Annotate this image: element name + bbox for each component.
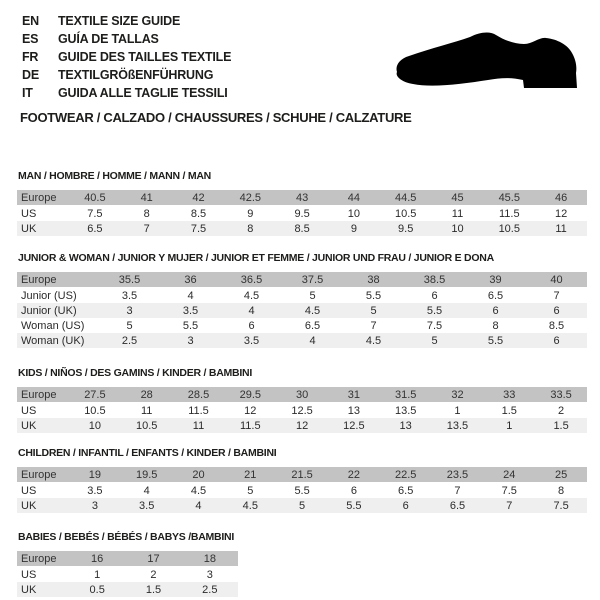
size-value: 3.5: [160, 303, 221, 318]
size-value: 9.5: [294, 207, 310, 220]
size-value: 17: [125, 551, 181, 567]
size-table-kids: [17, 387, 587, 433]
row-label: Woman (UK): [17, 333, 99, 348]
size-value: 42: [173, 190, 225, 206]
section-title: KIDS / NIÑOS / DES GAMINS / KINDER / BAMBINI: [18, 367, 253, 379]
size-value: 45.5: [483, 190, 535, 206]
row-label: US: [21, 484, 37, 497]
size-value: 24: [483, 467, 535, 483]
size-value: 19.5: [121, 467, 173, 483]
size-value: 5.5: [294, 484, 310, 497]
size-value: 4.5: [282, 303, 343, 318]
size-value: 7.5: [501, 484, 517, 497]
size-section-babies: [17, 531, 587, 597]
table-header-row: [17, 551, 238, 567]
size-value: 43: [276, 190, 328, 206]
size-value: 6: [248, 319, 255, 332]
table-header-row: [17, 467, 587, 483]
size-value: 6.5: [432, 498, 484, 513]
table-row: [17, 288, 587, 304]
row-label: Junior (UK): [17, 303, 99, 318]
size-value: 4: [143, 484, 150, 497]
size-value: 30: [276, 387, 328, 403]
row-label: UK: [17, 221, 69, 236]
size-value: 4: [187, 289, 194, 302]
size-value: 40.5: [69, 190, 121, 206]
size-table-children: [17, 467, 587, 513]
size-value: 3.5: [121, 498, 173, 513]
size-section-man: [17, 170, 587, 236]
size-value: 10: [347, 207, 360, 220]
size-value: 13: [347, 404, 360, 417]
language-list: [22, 12, 231, 102]
size-value: 38: [343, 272, 404, 288]
size-value: 4: [173, 498, 225, 513]
size-value: 8.5: [190, 207, 207, 220]
language-row: [22, 12, 231, 30]
size-value: 36: [160, 272, 221, 288]
table-row: [17, 582, 238, 597]
row-label: Woman (US): [21, 319, 85, 332]
size-value: 32: [432, 387, 484, 403]
size-value: 8: [143, 207, 150, 220]
size-value: 2.5: [99, 333, 160, 348]
size-value: 7: [454, 484, 461, 497]
size-value: 5.5: [182, 319, 199, 332]
size-value: 6.5: [304, 319, 321, 332]
size-value: 4.5: [243, 289, 260, 302]
size-value: 11: [140, 404, 153, 417]
size-value: 22: [328, 467, 380, 483]
size-value: 1: [454, 404, 461, 417]
size-value: 39: [465, 272, 526, 288]
size-value: 6: [465, 303, 526, 318]
size-value: 36.5: [221, 272, 282, 288]
language-code: ES: [22, 32, 39, 46]
size-value: 6: [526, 333, 587, 348]
size-value: 11: [535, 221, 587, 236]
size-value: 10.5: [394, 207, 417, 220]
row-label: UK: [17, 498, 69, 513]
size-section-junior-woman: [17, 252, 587, 348]
size-value: 3: [99, 303, 160, 318]
size-value: 9: [247, 207, 254, 220]
size-value: 4.5: [343, 333, 404, 348]
table-row: [17, 498, 587, 513]
row-label: Junior (US): [21, 289, 77, 302]
table-row: [17, 418, 587, 433]
size-value: 21.5: [276, 467, 328, 483]
language-label: TEXTILE SIZE GUIDE: [58, 14, 181, 28]
size-value: 29.5: [224, 387, 276, 403]
size-value: 2.5: [182, 582, 238, 597]
size-value: 13: [380, 418, 432, 433]
size-value: 8.5: [548, 319, 565, 332]
size-value: 23.5: [432, 467, 484, 483]
language-code: DE: [22, 68, 39, 82]
size-value: 2: [558, 404, 565, 417]
size-value: 12: [244, 404, 257, 417]
size-value: 4: [221, 303, 282, 318]
language-row: [22, 66, 231, 84]
size-value: 27.5: [69, 387, 121, 403]
table-row: [17, 567, 238, 583]
size-value: 7.5: [87, 207, 103, 220]
size-value: 33.5: [535, 387, 587, 403]
size-value: 22.5: [380, 467, 432, 483]
row-label: Europe: [17, 467, 69, 483]
size-value: 2: [150, 568, 157, 581]
size-value: 7.5: [173, 221, 225, 236]
size-value: 8.5: [276, 221, 328, 236]
table-row: [17, 221, 587, 236]
section-title: JUNIOR & WOMAN / JUNIOR Y MUJER / JUNIOR ET FEMME / JUNIOR UND FRAU / JUNIOR E DONA: [18, 252, 494, 264]
size-value: 12.5: [328, 418, 380, 433]
size-value: 5.5: [404, 303, 465, 318]
size-value: 42.5: [224, 190, 276, 206]
size-tables: [17, 170, 587, 597]
size-value: 40: [526, 272, 587, 288]
size-value: 6: [380, 498, 432, 513]
size-value: 19: [69, 467, 121, 483]
size-value: 6.5: [69, 221, 121, 236]
size-value: 5: [126, 319, 133, 332]
size-value: 44.5: [380, 190, 432, 206]
size-value: 5: [343, 303, 404, 318]
row-label: UK: [17, 582, 69, 597]
table-row: [17, 318, 587, 333]
size-value: 5.5: [365, 289, 382, 302]
size-value: 8: [224, 221, 276, 236]
size-section-children: [17, 447, 587, 513]
row-label: US: [21, 404, 37, 417]
language-label: GUIDE DES TAILLES TEXTILE: [58, 50, 232, 64]
size-value: 3.5: [221, 333, 282, 348]
category-title: FOOTWEAR / CALZADO / CHAUSSURES / SCHUHE / CALZATURE: [20, 110, 412, 125]
table-row: [17, 303, 587, 318]
size-value: 7: [121, 221, 173, 236]
size-value: 12: [554, 207, 568, 220]
section-title: CHILDREN / INFANTIL / ENFANTS / KINDER / BAMBINI: [18, 447, 277, 459]
size-value: 9: [328, 221, 380, 236]
size-value: 35.5: [99, 272, 160, 288]
size-value: 38.5: [404, 272, 465, 288]
size-value: 10: [69, 418, 121, 433]
size-value: 6.5: [487, 289, 504, 302]
size-value: 20: [173, 467, 225, 483]
size-value: 5: [247, 484, 254, 497]
size-value: 37.5: [282, 272, 343, 288]
size-value: 10.5: [121, 418, 173, 433]
language-label: GUIDA ALLE TAGLIE TESSILI: [58, 86, 228, 100]
size-section-kids: [17, 367, 587, 433]
table-header-row: [17, 387, 587, 403]
size-value: 12.5: [291, 404, 313, 417]
language-code: FR: [22, 50, 39, 64]
size-value: 3: [69, 498, 121, 513]
size-value: 16: [69, 551, 125, 567]
size-value: 5: [404, 333, 465, 348]
size-value: 10.5: [84, 404, 106, 417]
size-value: 13.5: [394, 404, 417, 417]
size-value: 13.5: [432, 418, 484, 433]
size-value: 4.5: [224, 498, 276, 513]
size-value: 3.5: [87, 484, 103, 497]
size-value: 6: [350, 484, 357, 497]
size-value: 11.5: [188, 404, 209, 417]
size-value: 3: [206, 568, 213, 581]
size-value: 7.5: [535, 498, 587, 513]
size-table-man: [17, 190, 587, 236]
size-value: 11: [173, 418, 225, 433]
size-value: 6: [431, 289, 438, 302]
size-value: 1.5: [125, 582, 181, 597]
size-value: 25: [535, 467, 587, 483]
size-table-babies: [17, 551, 238, 597]
size-value: 33: [483, 387, 535, 403]
size-value: 5: [309, 289, 316, 302]
row-label: Europe: [17, 551, 69, 567]
row-label: Europe: [17, 272, 99, 288]
size-value: 5: [276, 498, 328, 513]
size-value: 4.5: [190, 484, 207, 497]
size-value: 6: [526, 303, 587, 318]
size-value: 31.5: [380, 387, 432, 403]
size-value: 44: [328, 190, 380, 206]
size-value: 46: [535, 190, 587, 206]
language-label: TEXTILGRÖßENFÜHRUNG: [58, 68, 214, 82]
table-header-row: [17, 272, 587, 288]
row-label: UK: [17, 418, 69, 433]
size-value: 11.5: [498, 207, 520, 220]
row-label: Europe: [17, 387, 69, 403]
size-value: 11.5: [224, 418, 276, 433]
size-value: 18: [182, 551, 238, 567]
size-value: 10: [432, 221, 484, 236]
row-label: US: [21, 207, 37, 220]
section-title: MAN / HOMBRE / HOMME / MANN / MAN: [18, 170, 211, 182]
dress-shoe-icon: [390, 27, 590, 99]
row-label: US: [21, 568, 37, 581]
size-value: 5.5: [328, 498, 380, 513]
size-value: 7: [483, 498, 535, 513]
language-row: [22, 30, 231, 48]
size-value: 1: [483, 418, 535, 433]
size-value: 7.5: [426, 319, 443, 332]
row-label: Europe: [17, 190, 69, 206]
table-header-row: [17, 190, 587, 206]
size-table-junior-woman: [17, 272, 587, 348]
table-row: [17, 206, 587, 222]
size-value: 12: [276, 418, 328, 433]
size-value: 7: [370, 319, 377, 332]
size-value: 1.5: [501, 404, 517, 417]
table-row: [17, 483, 587, 499]
size-value: 3.5: [121, 289, 138, 302]
size-value: 5.5: [465, 333, 526, 348]
size-value: 28: [121, 387, 173, 403]
size-value: 41: [121, 190, 173, 206]
size-value: 31: [328, 387, 380, 403]
size-value: 1: [94, 568, 101, 581]
size-value: 0.5: [69, 582, 125, 597]
size-value: 6.5: [398, 484, 414, 497]
section-title: BABIES / BEBÉS / BÉBÉS / BABYS /BAMBINI: [18, 531, 235, 543]
language-code: EN: [22, 14, 39, 28]
size-value: 3: [160, 333, 221, 348]
size-value: 8: [492, 319, 499, 332]
size-value: 7: [553, 289, 560, 302]
size-value: 45: [432, 190, 484, 206]
size-value: 11: [451, 207, 464, 220]
size-value: 8: [558, 484, 565, 497]
language-code: IT: [22, 86, 33, 100]
language-label: GUÍA DE TALLAS: [58, 32, 159, 46]
table-row: [17, 403, 587, 419]
language-row: [22, 84, 231, 102]
size-value: 9.5: [380, 221, 432, 236]
size-value: 1.5: [535, 418, 587, 433]
size-value: 10.5: [483, 221, 535, 236]
size-value: 21: [224, 467, 276, 483]
size-value: 28.5: [173, 387, 225, 403]
size-value: 4: [282, 333, 343, 348]
table-row: [17, 333, 587, 348]
language-row: [22, 48, 231, 66]
